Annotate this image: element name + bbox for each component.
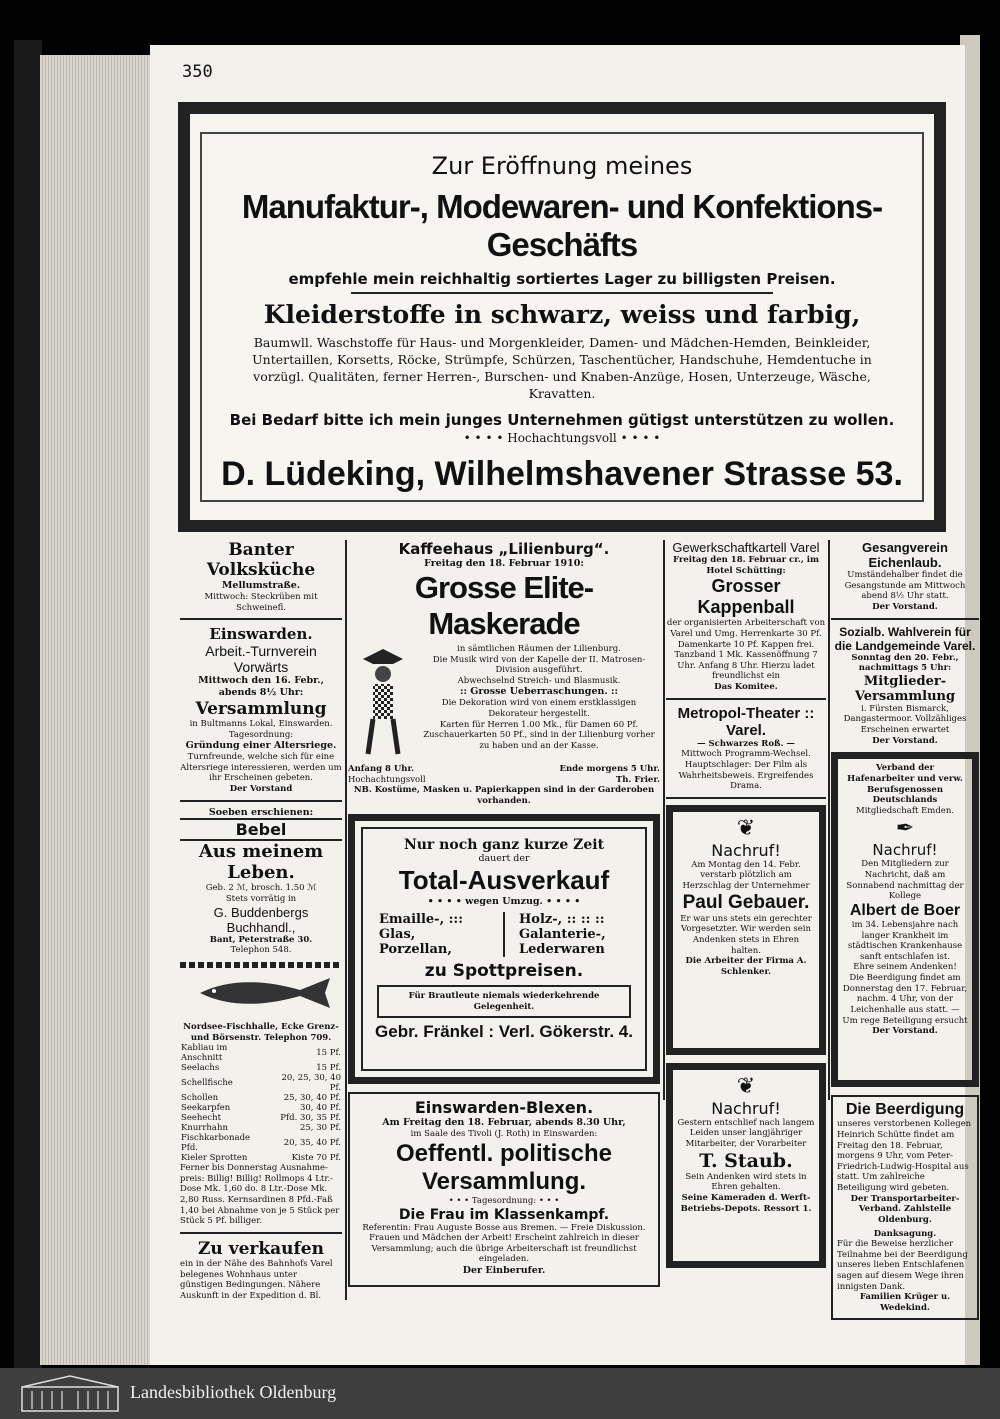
turnverein-text: Turnfreunde, welche sich für eine Altersriege interessieren, werden um ihr Erscheinen gebeten.	[180, 752, 342, 784]
main-advertisement	[178, 102, 946, 532]
fish-icon	[180, 968, 342, 1018]
nachruf-gebauer-text: Am Montag den 14. Febr. verstarb plötzlich am Herzschlag der Unternehmer	[682, 859, 810, 891]
danksagung-signature: Familien Krüger u. Wedekind.	[859, 1292, 951, 1313]
verkaufen-heading: Zu verkaufen	[198, 1238, 324, 1259]
library-footer	[0, 1368, 1000, 1419]
kappenball-signature: Das Komitee.	[714, 682, 778, 692]
ad-headline: Manufaktur-, Modewaren- und Konfektions-Geschäfts	[241, 188, 883, 263]
versammlung-heading: Versammlung	[195, 698, 327, 719]
verkaufen-text: ein in der Nähe des Bahnhofs Varel belegenes Wohnhaus unter günstigen Bedingungen. Nähere Auskunft in der Expedition d. Bl.	[180, 1258, 333, 1301]
nachruf-gebauer	[666, 805, 826, 1055]
ausverkauf-items-left: Emaille-, ::: Glas, Porzellan,	[379, 912, 464, 958]
fish-price-row	[180, 1063, 342, 1073]
nachruf-gebauer-title: Nachruf!	[711, 840, 781, 860]
fish-price-row	[180, 1043, 342, 1063]
ad-line-hochachtung: • • • • Hochachtungsvoll • • • •	[463, 430, 661, 445]
fish-price-row	[180, 1153, 342, 1163]
fish-price-table	[180, 1043, 342, 1163]
maskerade-music: Die Musik wird von der Kapelle der II. Matrosen-Division ausgeführt.	[432, 654, 646, 676]
column-rule	[828, 540, 830, 1100]
nachruf-staub-name: T. Staub.	[699, 1149, 793, 1172]
fish-price: 20, 35, 40 Pf.	[283, 1138, 341, 1149]
fish-price: Pfd. 30, 35 Pf.	[280, 1113, 341, 1124]
turnverein-name: Arbeit.-Turnverein Vorwärts	[205, 643, 317, 676]
fish-price-row	[180, 1113, 342, 1123]
soeben-erschienen: Soeben erschienen:	[208, 806, 314, 818]
gesangverein-text: Umständehalber findet die Gesangstunde am Mittwoch abend 8½ Uhr statt.	[844, 570, 966, 602]
maskerade-start: Anfang 8 Uhr.	[348, 763, 415, 774]
maskerade-rooms: in sämtlichen Räumen der Lilienburg.	[457, 643, 621, 654]
fish-name: Seelachs	[181, 1063, 220, 1074]
nachruf-de-boer-text: Den Mitgliedern zur Nachricht, daß am Sonnabend nachmittag der Kollege	[846, 859, 964, 902]
maskerade-tickets: Karten für Herren 1.00 Mk., für Damen 60 Pf. Zuschauerkarten 50 Pf., sind in der Lilienburg vorher zu haben und an der Kasse.	[423, 719, 655, 751]
divider	[180, 800, 342, 802]
fish-price: 15 Pf.	[316, 1048, 341, 1059]
fish-price: 30, 40 Pf.	[299, 1103, 341, 1114]
metropol-title: Metropol-Theater :: Varel.	[677, 704, 815, 739]
ad-line-bedarf: Bei Bedarf bitte ich mein junges Unternehmen gütigst unterstützen zu wollen.	[229, 410, 895, 429]
hafenarbeiter-title: Verband der Hafenarbeiter und verw. Berufsgenossen Deutschlands	[847, 763, 963, 806]
nachruf-staub-text2: Sein Andenken wird stets in Ehren gehalten.	[685, 1171, 807, 1193]
nachruf-staub-signature: Seine Kameraden d. Werft-Betriebs-Depots. Ressort 1.	[680, 1192, 812, 1214]
ausverkauf-ad	[348, 814, 660, 1084]
nachruf-de-boer-text3: Ehre seinem Andenken!	[853, 962, 957, 973]
maskerade-end: Ende morgens 5 Uhr.	[559, 763, 660, 774]
ad-divider	[351, 292, 773, 294]
ausverkauf-firm: Gebr. Fränkel : Verl. Gökerstr. 4.	[375, 1022, 633, 1042]
beerdigung-text: unseres verstorbenen Kollegen Heinrich Schütte findet am Freitag den 18. Februar, morgens 9 Uhr, vom Peter-Friedrich-Ludwig-Hospital aus statt. Um zahlreiche Beteiligung wird gebeten.	[837, 1119, 972, 1193]
turnverein-date: Mittwoch den 16. Febr., abends 8½ Uhr:	[198, 675, 324, 698]
library-name[interactable]: Landesbibliothek Oldenburg	[130, 1382, 337, 1402]
nachruf-de-boer-title: Nachruf!	[872, 841, 938, 860]
column-1	[180, 540, 342, 1301]
einswarden-heading: Einswarden.	[209, 625, 313, 644]
column-rule	[345, 540, 347, 1300]
column-rule	[663, 540, 665, 1100]
bookshop-name: G. Buddenbergs Buchhandl.,	[213, 904, 309, 935]
nachruf-gebauer-name: Paul Gebauer.	[682, 891, 810, 913]
kappenball-text: der organisierten Arbeiterschaft von Varel und Umg. Herrenkarte 30 Pf. Damenkarte 10 Pf. Kappen frei. Tanzband 1 Mk. Kassenöffnung 7 Uhr. Anfang 8 Uhr. Hierzu ladet freundlichst ein	[666, 618, 826, 682]
book-stock: Stets vorrätig in	[225, 894, 297, 904]
blexen-ad	[348, 1092, 660, 1287]
fish-name: Kabliau im Anschnitt	[181, 1043, 228, 1064]
fish-name: Seehecht	[181, 1113, 222, 1124]
fish-price: 25, 30 Pf.	[299, 1123, 341, 1134]
fish-name: Schollen	[181, 1093, 219, 1104]
blexen-agenda-label: • • • Tagesordnung: • • •	[448, 1195, 560, 1206]
fish-name: Knurrhahn	[181, 1123, 228, 1134]
fish-price: 20, 25, 30, 40 Pf.	[281, 1073, 341, 1094]
divider	[180, 1232, 342, 1234]
column-3	[666, 540, 826, 1268]
volkskueche-address: Mellumstraße.	[221, 580, 301, 591]
danksagung-text: Für die Beweise herzlicher Teilnahme bei der Beerdigung unseres lieben Entschlafenen sagen auf diesem Wege ihren innigsten Dank.	[837, 1239, 968, 1292]
fish-price-row	[180, 1103, 342, 1113]
beerdigung-title: Die Beerdigung	[845, 1101, 965, 1119]
altersriege: Gründung einer Altersriege.	[185, 740, 337, 752]
metropol-sub: — Schwarzes Roß. —	[697, 738, 795, 749]
page-number: 350	[182, 62, 213, 82]
ausverkauf-spottpreise: zu Spottpreisen.	[424, 961, 584, 982]
book-title: Aus meinem Leben.	[198, 841, 324, 884]
ad-line-opening: Zur Eröffnung meines	[431, 152, 693, 180]
fish-price-row	[180, 1093, 342, 1103]
ad-line-lager: empfehle mein reichhaltig sortiertes Lager zu billigsten Preisen.	[288, 270, 836, 288]
gesangverein-title: Gesangverein Eichenlaub.	[862, 540, 948, 570]
nachruf-de-boer-text2: im 34. Lebensjahre nach langer Krankheit im städtischen Krankenhause sanft entschlafen ist.	[847, 919, 963, 962]
turnverein-signature: Der Vorstand	[229, 783, 293, 794]
blexen-topic: Die Frau im Klassenkampf.	[398, 1206, 610, 1223]
bookshop-phone: Telephon 548.	[230, 945, 292, 956]
danksagung-title: Danksagung.	[873, 1228, 937, 1239]
wahlverein-signature: Der Vorstand.	[872, 735, 938, 746]
fish-name: Fischkarbonade Pfd.	[181, 1133, 251, 1154]
divider	[831, 618, 979, 620]
ad-body: Baumwll. Waschstoffe für Haus- und Morgenkleider, Damen- und Mädchen-Hemden, Beinkleider, Untertaillen, Korsetts, Röcke, Strümpfe, Schürzen, Taschentücher, Handschuhe, Hemdentuche in vorzügl. Qualitäten, ferner Herren-, Burschen- und Knaben-Anzüge, Hosen, Unterzeuge, Wäsche, Kravatten.	[252, 335, 872, 401]
tagesordnung-label: Tagesordnung:	[228, 729, 294, 740]
nachruf-de-boer-name: Albert de Boer	[849, 901, 961, 919]
maskerade-decoration: Die Dekoration wird von einem erstklassigen Dekorateur hergestellt.	[441, 698, 637, 719]
library-logo-icon	[20, 1373, 120, 1413]
gewerkschaft-title: Gewerkschaftkartell Varel	[672, 540, 820, 555]
fischhalle-title: Nordsee-Fischhalle, Ecke Grenz- und Börsenstr. Telephon 709.	[183, 1021, 339, 1043]
fish-price: Kiste 70 Pf.	[291, 1153, 341, 1164]
nachruf-de-boer-text4: Die Beerdigung findet am Donnerstag den 17. Februar, nachm. 4 Uhr, von der Leichenhalle aus statt. — Um rege Beteiligung ersucht	[842, 973, 968, 1026]
nachruf-gebauer-signature: Die Arbeiter der Firma A. Schlenker.	[685, 956, 807, 977]
column-4	[831, 540, 979, 1320]
ausverkauf-kurz: Nur noch ganz kurze Zeit	[403, 837, 605, 854]
volkskueche-menu: Mittwoch: Steckrüben mit Schweinefl.	[204, 591, 318, 613]
gewerkschaft-date: Freitag den 18. Februar cr., im Hotel Schütting:	[672, 555, 820, 576]
beerdigung-signature: Der Transportarbeiter-Verband. Zahlstelle Oldenburg.	[850, 1193, 960, 1225]
book-price: Geb. 2 ℳ, brosch. 1.50 ℳ	[205, 883, 317, 894]
page-edges	[40, 55, 152, 1365]
blexen-date: Am Freitag den 18. Februar, abends 8.30 Uhr,	[382, 1117, 626, 1129]
bookshop-address: Bant, Peterstraße 30.	[209, 934, 313, 945]
nachruf-staub	[666, 1063, 826, 1268]
divider	[666, 797, 826, 799]
versammlung-ort: in Bultmanns Lokal, Einswarden.	[189, 718, 333, 729]
kaffeehaus-title: Kaffeehaus „Lilienburg“.	[398, 540, 610, 558]
ad-signature: D. Lüdeking, Wilhelmshavener Strasse 53.	[221, 454, 903, 493]
blexen-text: Frauen und Mädchen der Arbeit! Erscheint zahlreich in dieser Versammlung; auch die übrige Arbeiterschaft ist freundlichst eingeladen.	[369, 1233, 639, 1265]
bebel-heading: Bebel	[180, 818, 342, 841]
blexen-versammlung: Oeffentl. politische Versammlung.	[395, 1139, 613, 1195]
fish-price-row	[180, 1133, 342, 1153]
blexen-place: im Saale des Tivoli (J. Roth) in Einswarden:	[410, 1129, 598, 1140]
maskerade-headline: Grosse Elite-Maskerade	[414, 569, 594, 641]
fish-name: Kieler Sprotten	[181, 1153, 248, 1164]
maskerade-date: Freitag den 18. Februar 1910:	[424, 558, 584, 569]
maskerade-regards: Hochachtungsvoll	[348, 774, 426, 785]
harlequin-icon	[348, 644, 418, 764]
hafenarbeiter-sub: Mitgliedschaft Emden.	[855, 805, 955, 816]
wreath-icon: ❦	[736, 815, 756, 841]
nachruf-de-boer-signature: Der Vorstand.	[872, 1026, 938, 1037]
nachruf-staub-text: Gestern entschlief nach langem Leiden unser langjähriger Mitarbeiter, der Vorarbeiter	[677, 1117, 815, 1149]
ausverkauf-brautleute: Für Brautleute niemals wiederkehrende Gelegenheit.	[377, 985, 631, 1018]
nachruf-staub-title: Nachruf!	[711, 1098, 781, 1118]
ad-line-kleiderstoffe: Kleiderstoffe in schwarz, weiss und farbig,	[263, 300, 861, 329]
feather-icon: ✒	[895, 816, 915, 842]
ausverkauf-dauert: dauert der	[478, 853, 530, 865]
metropol-text: Mittwoch Programm-Wechsel. Hauptschlager: Der Film als Wahrheitsbeweis. Ergreifendes Drama.	[678, 749, 814, 792]
nachruf-gebauer-text2: Er war uns stets ein gerechter Vorgesetzter. Wir werden sein Andenken stets in Ehren halten.	[680, 913, 812, 956]
fish-price: 15 Pf.	[316, 1063, 341, 1074]
ausverkauf-items-right: Holz-, :: :: :: Galanterie-, Lederwaren	[519, 912, 606, 958]
divider	[180, 618, 342, 620]
blexen-signature: Der Einberufer.	[462, 1265, 546, 1276]
wahlverein-text: i. Fürsten Bismarck, Dangastermoor. Vollzähliges Erscheinen erwartet	[843, 703, 967, 735]
ausverkauf-umzug: • • • • wegen Umzug. • • • •	[427, 896, 581, 908]
wahlverein-versammlung: Mitglieder-Versammlung	[854, 673, 956, 704]
wreath-icon: ❦	[736, 1073, 756, 1099]
fischhalle-extra: Ferner bis Donnerstag Ausnahme-preis: Billig! Billig! Rollmops 4 Ltr.-Dose Mk. 1,60 do. 8 Ltr.-Dose Mk. 2,80 Russ. Kernsardinen 8 Pfd.-Faß 1,40 bei Abnahme von je 5 Stück per Stück 5 Pf. billiger.	[180, 1163, 340, 1227]
wahlverein-title: Sozialb. Wahlverein für die Landgemeinde Varel.	[834, 624, 976, 653]
book-spine	[14, 40, 42, 1370]
fish-price-row	[180, 1073, 342, 1093]
blexen-title: Einswarden-Blexen.	[414, 1098, 594, 1118]
blexen-speaker: Referentin: Frau Auguste Bosse aus Bremen. — Freie Diskussion.	[362, 1222, 646, 1233]
maskerade-nb: NB. Kostüme, Masken u. Papierkappen sind in der Garderoben vorhanden.	[353, 785, 655, 806]
nachruf-de-boer	[831, 752, 979, 1087]
divider	[666, 698, 826, 700]
fish-name: Schellfische	[181, 1078, 233, 1089]
column-2	[348, 540, 660, 1287]
kappenball-heading: Grosser Kappenball	[697, 576, 795, 618]
maskerade-signature: Th. Frier.	[615, 774, 660, 785]
maskerade-surprises: :: Grosse Ueberraschungen. ::	[459, 686, 619, 698]
fish-price: 25, 30, 40 Pf.	[283, 1093, 341, 1104]
fish-price-row	[180, 1123, 342, 1133]
wahlverein-date: Sonntag den 20. Febr., nachmittags 5 Uhr:	[851, 652, 959, 674]
beerdigung-notice	[831, 1095, 979, 1319]
gesangverein-signature: Der Vorstand.	[872, 601, 938, 612]
fish-name: Seekarpfen	[181, 1103, 231, 1114]
volkskueche-title: Banter Volksküche	[206, 540, 316, 580]
ausverkauf-headline: Total-Ausverkauf	[398, 865, 610, 896]
maskerade-alternating: Abwechselnd Streich- und Blasmusik.	[457, 675, 621, 686]
